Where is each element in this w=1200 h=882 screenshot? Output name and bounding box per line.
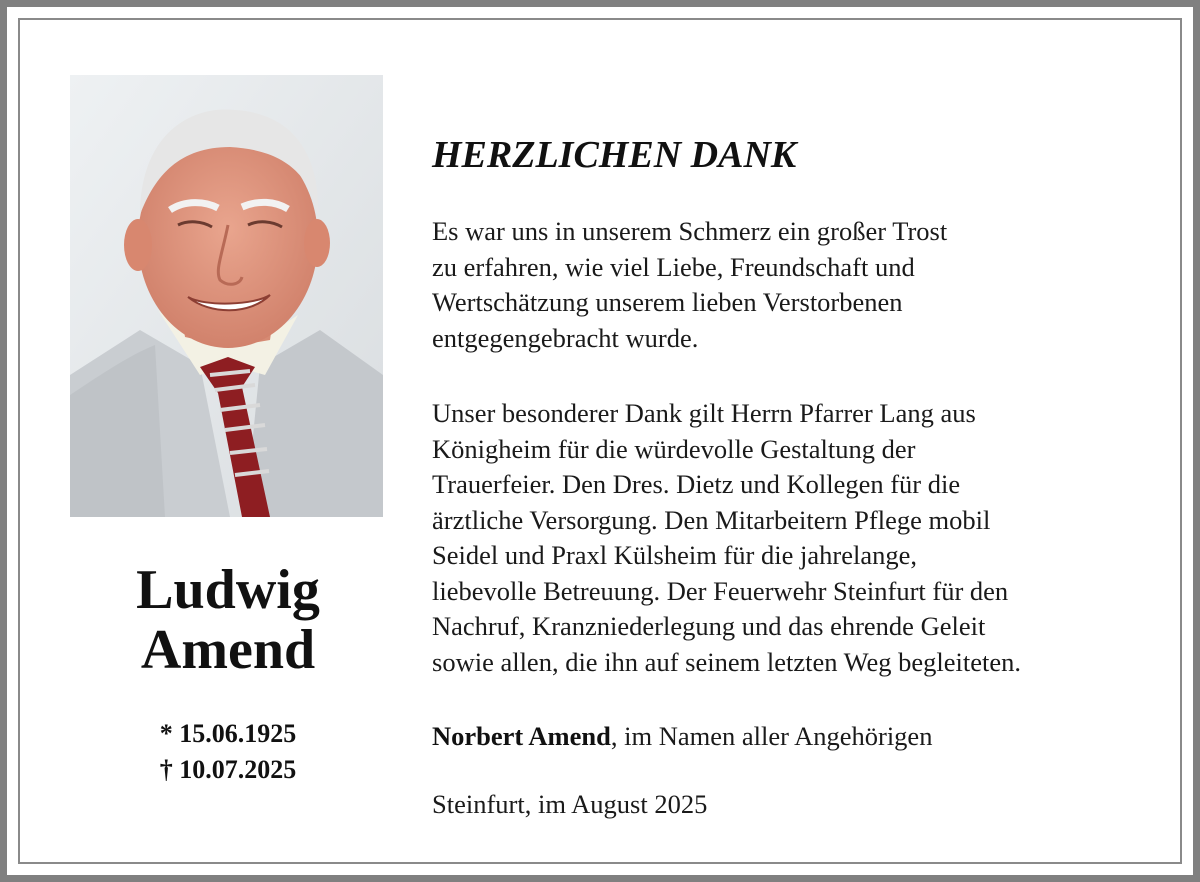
text-line: sowie allen, die ihn auf seinem letzten Weg begleiteten. <box>432 646 1022 677</box>
life-dates <box>70 716 386 788</box>
notice-heading: HERZLICHEN DANK <box>432 134 797 176</box>
birth-date: * 15.06.1925 <box>159 719 297 748</box>
text-line: liebevolle Betreuung. Der Feuerwehr Steinfurt für den <box>432 575 1009 606</box>
text-line: zu erfahren, wie viel Liebe, Freundschaft und <box>432 251 915 282</box>
paragraph-1 <box>432 214 947 356</box>
text-line: Trauerfeier. Den Dres. Dietz und Kollegen für die <box>432 469 961 499</box>
signature-name: Norbert Amend <box>432 721 611 751</box>
text-line: Nachruf, Kranzniederlegung und das ehrende Geleit <box>432 611 986 641</box>
text-line: Königheim für die würdevolle Gestaltung der <box>432 433 916 464</box>
deceased-name <box>70 560 386 680</box>
death-date: † 10.07.2025 <box>159 755 297 784</box>
text-line: Wertschätzung unserem lieben Verstorbenen <box>432 287 903 317</box>
text-line: Unser besonderer Dank gilt Herrn Pfarrer Lang aus <box>432 398 976 428</box>
text-line: Es war uns in unserem Schmerz ein großer Trost <box>432 216 948 246</box>
signature <box>432 718 932 754</box>
text-line: ärztliche Versorgung. Den Mitarbeitern Pflege mobil <box>432 504 991 535</box>
place-date: Steinfurt, im August 2025 <box>432 789 708 819</box>
paragraph-2 <box>432 396 1021 680</box>
signature-text: , im Namen aller Angehörigen <box>610 721 933 751</box>
text-line: Seidel und Praxl Külsheim für die jahrelange, <box>432 540 917 570</box>
portrait-photo <box>70 75 383 517</box>
text-line: entgegengebracht wurde. <box>432 322 699 353</box>
first-name: Ludwig <box>136 559 320 621</box>
last-name: Amend <box>140 619 316 681</box>
